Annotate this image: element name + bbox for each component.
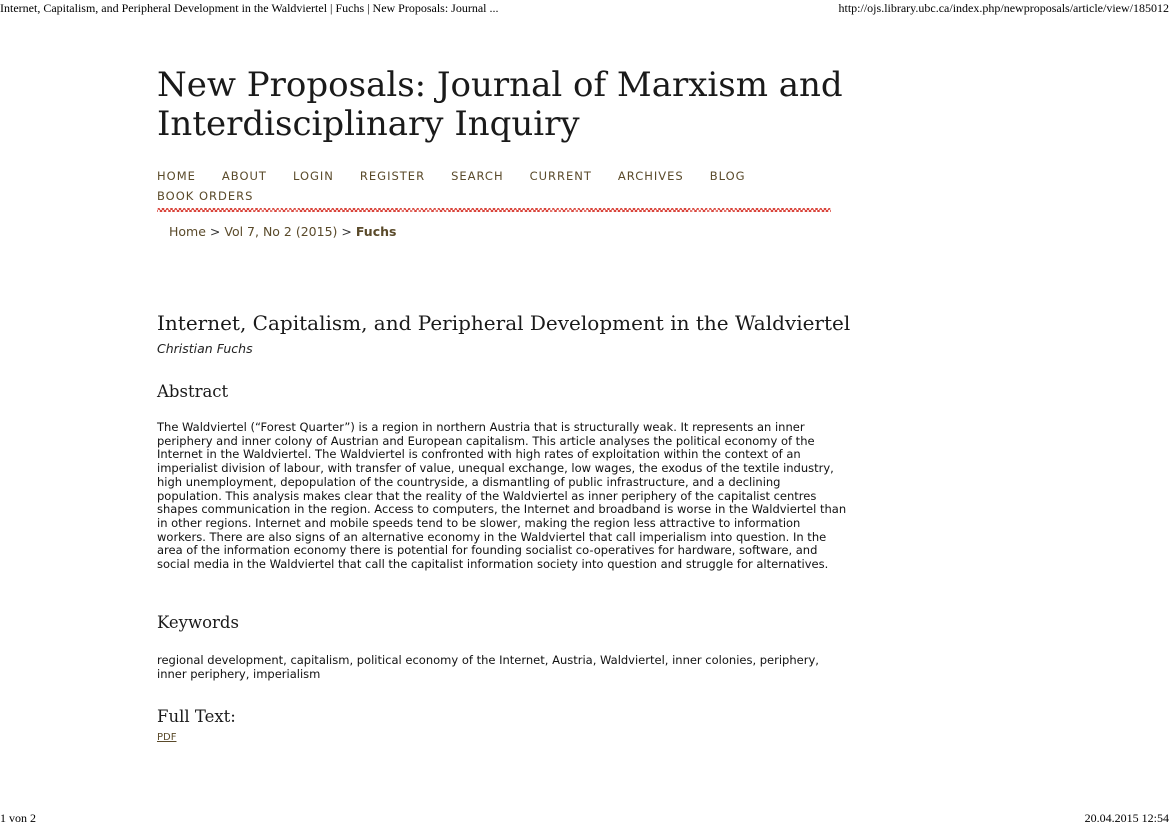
keywords-text: regional development, capitalism, political economy of the Internet, Austria, Waldviertel, inner colonies, periphery, inner periphery, imperialism xyxy=(157,653,819,681)
breadcrumb-separator: > xyxy=(341,224,352,239)
print-header-page-title: Internet, Capitalism, and Peripheral Development in the Waldviertel | Fuchs | New Proposals: Journal ... xyxy=(0,1,499,15)
article-title: Internet, Capitalism, and Peripheral Development in the Waldviertel xyxy=(157,311,851,335)
nav-item-search[interactable]: SEARCH xyxy=(451,169,504,183)
breadcrumb-separator: > xyxy=(209,224,221,239)
nav-divider xyxy=(157,208,831,212)
pdf-link[interactable]: PDF xyxy=(157,732,177,743)
nav-item-login[interactable]: LOGIN xyxy=(292,169,334,183)
print-footer-page-count: 1 von 2 xyxy=(0,811,36,825)
nav-item-home[interactable]: HOME xyxy=(157,169,196,183)
abstract-heading: Abstract xyxy=(157,382,229,401)
nav-item-archives[interactable]: ARCHIVES xyxy=(617,169,684,183)
print-header-url: http://ojs.library.ubc.ca/index.php/newproposals/article/view/185012 xyxy=(838,1,1169,15)
nav-item-about[interactable]: ABOUT xyxy=(221,169,267,183)
breadcrumb-issue-link[interactable]: Vol 7, No 2 (2015) xyxy=(224,224,338,239)
breadcrumb-home-link[interactable]: Home xyxy=(169,224,206,239)
keywords-heading: Keywords xyxy=(157,613,239,632)
main-nav xyxy=(157,166,837,206)
article-author: Christian Fuchs xyxy=(157,341,253,356)
abstract-text: The Waldviertel (“Forest Quarter”) is a region in northern Austria that is structurally weak. It represents an inner periphery and inner colony of Austrian and European capitalism. This article analyses the political economy of the Internet in the Waldviertel. The Waldviertel is confronted with high rates of exploitation within the context of an imperialist division of labour, with transfer of value, unequal exchange, low wages, the exodus of the textile industry, high unemployment, depopulation of the countryside, a dismantling of public infrastructure, and a declining population. This analysis makes clear that the reality of the Waldviertel as inner periphery of the capitalist centres shapes communication in the region. Access to computers, the Internet and broadband is worse in the Waldviertel than in other regions. Internet and mobile speeds tend to be slower, making the region less attractive to information workers. There are also signs of an alternative economy in the Waldviertel that call imperialism into question. In the area of the information economy there is potential for founding socialist co-operatives for hardware, software, and social media in the Waldviertel that call the capitalist information society into question and struggle for alternatives. xyxy=(157,420,847,572)
nav-item-current[interactable]: CURRENT xyxy=(529,169,592,183)
journal-title: New Proposals: Journal of Marxism and Interdisciplinary Inquiry xyxy=(157,65,843,144)
nav-item-register[interactable]: REGISTER xyxy=(359,169,426,183)
nav-item-book-orders[interactable]: BOOK ORDERS xyxy=(157,189,254,203)
breadcrumb-current-link[interactable]: Fuchs xyxy=(355,224,397,239)
nav-item-blog[interactable]: BLOG xyxy=(709,169,746,183)
breadcrumb xyxy=(169,224,396,239)
print-footer-datetime: 20.04.2015 12:54 xyxy=(1084,811,1169,825)
fulltext-heading: Full Text: xyxy=(157,707,236,726)
